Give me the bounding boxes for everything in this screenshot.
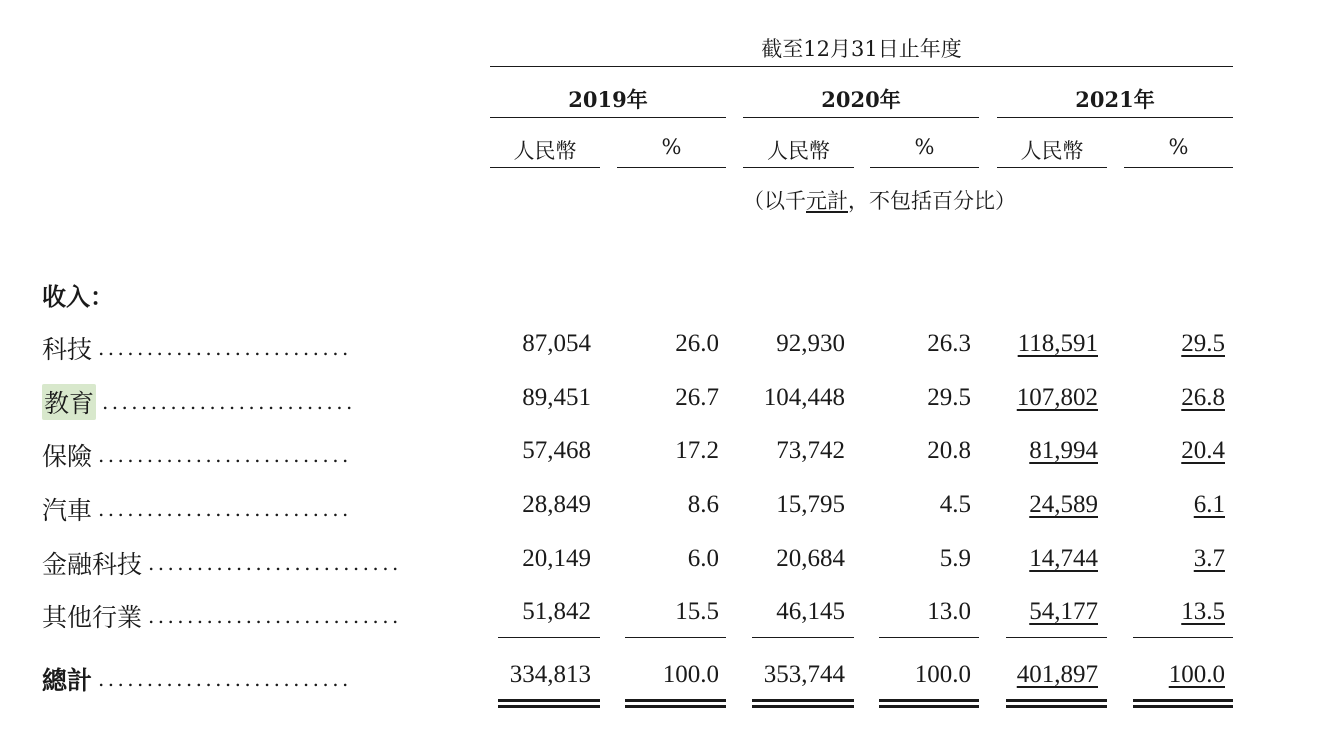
table-cell: 51,842 [522, 598, 591, 625]
total-double-rule [879, 699, 979, 702]
subtotal-rule [1133, 637, 1233, 638]
table-cell: 26.7 [675, 384, 719, 411]
table-cell: 15.5 [675, 598, 719, 625]
total-cell: 334,813 [509, 661, 591, 688]
row-label-text: 科技 [42, 335, 93, 364]
col-rule [870, 167, 979, 168]
col-rule [997, 167, 1107, 168]
table-cell: 24,589 [1029, 491, 1098, 518]
year-2019-rule [490, 117, 726, 118]
dot-leader: .......................... [98, 667, 352, 691]
col-rule [743, 167, 854, 168]
total-double-rule [625, 699, 726, 702]
col-rmb-2021: 人民幣 [1020, 139, 1084, 163]
table-cell: 46,145 [776, 598, 845, 625]
subtotal-rule [498, 637, 600, 638]
col-rmb-2019: 人民幣 [513, 139, 577, 163]
col-pct-2020: % [914, 135, 935, 159]
period-rule [490, 66, 1233, 67]
section-title-revenue: 收入： [42, 282, 114, 311]
row-label-text: 金融科技 [42, 550, 143, 579]
table-cell: 13.0 [927, 598, 971, 625]
total-double-rule [498, 699, 600, 702]
row-label-text: 其他行業 [42, 603, 143, 632]
table-cell: 29.5 [1181, 330, 1225, 357]
table-cell: 87,054 [522, 330, 591, 357]
col-pct-2021: % [1168, 135, 1189, 159]
total-double-rule [752, 699, 854, 702]
table-cell: 104,448 [763, 384, 845, 411]
table-cell: 26.0 [675, 330, 719, 357]
year-2019-header: 2019年 [568, 87, 648, 112]
table-cell: 20,149 [522, 545, 591, 572]
subtotal-rule [879, 637, 979, 638]
dot-leader: .......................... [98, 443, 352, 467]
table-cell: 54,177 [1029, 598, 1098, 625]
row-label-text: 汽車 [42, 496, 93, 525]
row-label [42, 384, 96, 420]
table-cell: 14,744 [1029, 545, 1098, 572]
total-cell: 100.0 [914, 661, 971, 688]
table-cell: 8.6 [687, 491, 719, 518]
table-cell: 3.7 [1193, 545, 1225, 572]
total-row-label [42, 661, 92, 697]
table-cell: 15,795 [776, 491, 845, 518]
table-cell: 57,468 [522, 437, 591, 464]
subtotal-rule [1006, 637, 1107, 638]
year-2021-header: 2021年 [1075, 87, 1155, 112]
table-cell: 20.8 [927, 437, 971, 464]
year-2020-header: 2020年 [821, 87, 901, 112]
col-rmb-2020: 人民幣 [767, 139, 830, 163]
col-rule [490, 167, 600, 168]
table-cell: 26.8 [1181, 384, 1225, 411]
table-cell: 13.5 [1181, 598, 1225, 625]
table-cell: 81,994 [1029, 437, 1098, 464]
row-label [42, 491, 92, 527]
table-cell: 118,591 [1017, 330, 1098, 357]
total-double-rule [1006, 699, 1107, 702]
table-cell: 6.0 [687, 545, 719, 572]
year-2021-rule [997, 117, 1233, 118]
dot-leader: .......................... [98, 497, 352, 521]
row-label [42, 437, 92, 473]
row-label [42, 545, 142, 581]
table-cell: 73,742 [776, 437, 845, 464]
dot-leader: .......................... [148, 604, 402, 628]
unit-note [743, 185, 1016, 215]
table-cell: 26.3 [927, 330, 971, 357]
period-header: 截至12月31日止年度 [761, 37, 962, 61]
unit-note-prefix: （以千 [743, 189, 806, 213]
total-cell: 100.0 [1168, 661, 1225, 688]
table-cell: 29.5 [927, 384, 971, 411]
dot-leader: .......................... [98, 336, 352, 360]
table-cell: 4.5 [939, 491, 971, 518]
total-cell: 401,897 [1016, 661, 1098, 688]
table-cell: 107,802 [1016, 384, 1098, 411]
table-cell: 89,451 [522, 384, 591, 411]
table-cell: 5.9 [939, 545, 971, 572]
table-cell: 92,930 [776, 330, 845, 357]
table-cell: 6.1 [1193, 491, 1225, 518]
dot-leader: .......................... [102, 390, 356, 414]
unit-note-suffix: ，不包括百分比） [848, 189, 1016, 213]
total-cell: 100.0 [662, 661, 719, 688]
table-cell: 17.2 [675, 437, 719, 464]
table-cell: 20.4 [1181, 437, 1225, 464]
dot-leader: .......................... [148, 551, 402, 575]
row-label [42, 598, 142, 634]
unit-note-underlined: 元計 [806, 189, 848, 213]
table-cell: 20,684 [776, 545, 845, 572]
row-label [42, 330, 92, 366]
col-rule [1124, 167, 1233, 168]
row-label-text: 教育 [42, 384, 96, 420]
col-rule [617, 167, 726, 168]
table-cell: 28,849 [522, 491, 591, 518]
row-label-text: 保險 [42, 442, 93, 471]
total-double-rule [1133, 699, 1233, 702]
subtotal-rule [625, 637, 726, 638]
subtotal-rule [752, 637, 854, 638]
total-cell: 353,744 [763, 661, 845, 688]
row-label-text: 總計 [42, 666, 93, 695]
col-pct-2019: % [661, 135, 682, 159]
year-2020-rule [743, 117, 979, 118]
